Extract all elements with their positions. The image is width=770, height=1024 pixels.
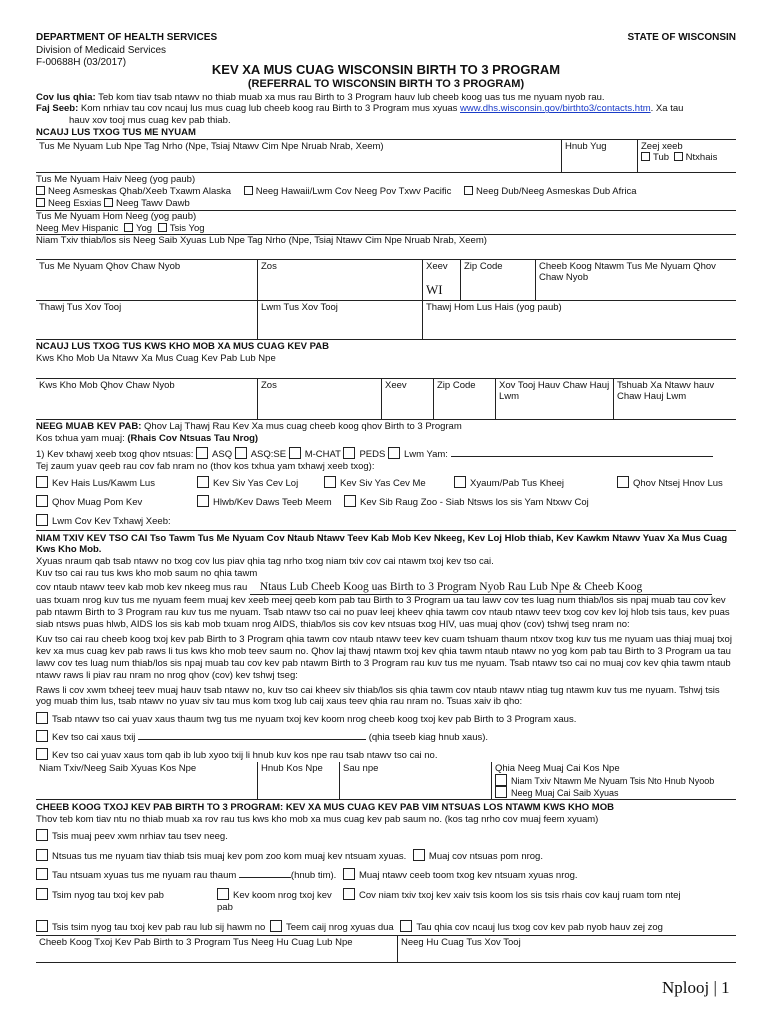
page-number: Nplooj | 1 [662,978,730,997]
followup-label: Teem caij nrog xyuas dua [285,922,394,933]
signer-relation-field [492,762,736,799]
race-option-label: Neeg Dub/Neeg Asmeskas Dub Africa [476,185,637,197]
followup-checkbox[interactable] [36,868,48,880]
referrer-section-title: NCAUJ LUS TXOG TUS KWS KHO MOB XA MUS CUAG KEV PAB [36,341,329,353]
child-address-label: Tus Me Nyuam Qhov Chaw Nyob [39,261,181,273]
hispanic-no-checkbox[interactable] [158,223,167,232]
race-label: Tus Me Nyuam Haiv Neeg (yog paub) [36,174,196,185]
child-state-value: WI [426,282,443,298]
consent-paragraph-2a: Kuv tso cai rau tus kws kho mob saum no qhia tawm [36,568,258,580]
printed-name-label: Sau npe [343,762,379,774]
referrer-address-label: Kws Kho Mob Qhov Chaw Nyob [39,380,175,392]
concern-label: Hlwb/Kev Daws Teeb Meem [213,496,332,508]
need-sub-label: Kos txhua yam muaj: [36,433,125,445]
consent-paragraph-2b-text: cov ntaub ntawv teev kab mob kev nkeeg mus rau [36,582,248,593]
dob-label: Hnub Yug [565,141,607,152]
referrer-zip-label: Zip Code [437,380,476,392]
concern-line: Tej zaum yuav qeeb rau cov fab nram no (thov kos txhua yam txhawj xeeb txog): [36,460,375,472]
followup-label: (hnub tim). [290,870,337,882]
note-text-3: hauv xov tooj mus cuag kev pab thiab. [69,115,231,127]
child-county-label: Cheeb Koog Ntawm Tus Me Nyuam Qhov Chaw Nyob [539,261,716,284]
concern-checkbox[interactable] [36,514,48,526]
concern-row-3 [36,514,736,530]
consent-paragraph-1: Xyuas nraum qab tsab ntawv no txog cov lus piav qhia tag nrho txog niam txiv cov cai ntawm txoj kev tso cai. [36,556,494,568]
followup-label: Ntsuas tus me nyuam tiav thiab tsis muaj kev pom zoo kom muaj kev ntsuam xyuas. [52,850,407,862]
followup-label: Cov niam txiv txoj kev xaiv tsis koom los sis tsis rhais cov kauj ruam tom ntej [359,890,681,902]
form-page [36,32,736,963]
relation-guardian-checkbox[interactable] [495,786,507,798]
screening-checkbox[interactable] [388,447,400,459]
alt-phone-field[interactable] [258,301,423,339]
followup-checkbox[interactable] [343,868,355,880]
end-date-input[interactable] [138,730,366,740]
language-label: Thawj Hom Lus Hais (yog paub) [426,302,562,314]
race-options-row1 [36,186,736,198]
division-name: Division of Medicaid Services [36,44,167,56]
child-address-field[interactable] [36,260,258,300]
sex-female-label: Ntxhais [685,152,718,163]
note [36,103,736,115]
concern-checkbox[interactable] [617,476,629,488]
referrer-address-row [36,378,736,420]
concern-label: Kev Siv Yas Cev Me [340,477,426,489]
relation-parent-label: Niam Txiv Ntawm Me Nyuam Tsis Nto Hnub Nyoob [511,775,715,786]
followup-label: Kev koom nrog txoj kev pab [217,890,332,914]
followup-checkbox[interactable] [270,920,282,932]
followup-checkbox[interactable] [36,849,48,861]
contacts-link[interactable]: www.dhs.wisconsin.gov/birthto3/contacts.htm [460,103,651,115]
concern-checkbox[interactable] [197,495,209,507]
concern-checkbox[interactable] [36,476,48,488]
race-checkbox[interactable] [104,198,113,207]
child-section-title: NCAUJ LUS TXOG TUS ME NYUAM [36,127,196,139]
note-label: Faj Seeb: [36,103,79,115]
hispanic-no-label: Tsis Yog [169,222,205,234]
concern-label: Kev Siv Yas Cev Loj [213,477,299,489]
need-text: Qhov Laj Thawj Rau Kev Xa mus cuag cheeb koog qhov Birth to 3 Program [144,421,462,433]
relation-parent-checkbox[interactable] [495,774,507,786]
screening-checkbox[interactable] [289,447,301,459]
followup-intro: Thov teb kom tiav ntu no thiab muab xa rov rau tus kws kho mob xa mus cuag kev pab saum no. (kos tag nrho cov muaj feem xyuam) [36,813,599,825]
program-contact-row [36,935,736,963]
race-checkbox[interactable] [464,186,473,195]
followup-label: Tsis tsim nyog tau txoj kev pab rau lub sij hawm no [52,922,266,933]
followup-title: CHEEB KOOG TXOJ KEV PAB BIRTH TO 3 PROGRAM: KEV XA MUS CUAG KEV PAB VIM NTSUAS LOS NTAWM KWS KHO MOB [36,801,614,813]
parent-name-label: Niam Txiv thiab/los sis Neeg Saib Xyuas Lub Npe Tag Nrho (Npe, Tsiaj Ntawv Cim Npe Nruab Nrab, Xeem) [36,235,487,247]
evaluation-date-input[interactable] [239,868,291,878]
signature-date-label: Hnub Kos Npe [261,762,323,774]
race-checkbox[interactable] [244,186,253,195]
note-text-2: . Xa tau [650,103,684,115]
concern-label: Kev Sib Raug Zoo - Siab Ntsws los sis Yam Ntxwv Coj [360,496,589,508]
child-zip-field[interactable] [461,260,536,300]
printed-name-field[interactable] [340,762,492,799]
followup-checkbox[interactable] [217,888,229,900]
signature-row [36,762,736,800]
followup-label: Tsis muaj peev xwm nrhiav tau tsev neeg. [52,830,228,842]
screening-option: M-CHAT [304,449,341,460]
form-title: KEV XA MUS CUAG WISCONSIN BIRTH TO 3 PROGRAM [211,61,561,77]
concern-checkbox[interactable] [324,476,336,488]
signature-field[interactable] [36,762,258,799]
need-sub-bold: (Rhais Cov Ntsuas Tau Nrog) [127,433,259,445]
child-county-field[interactable] [536,260,736,300]
followup-row-2 [36,849,736,863]
consent-option-checkbox[interactable] [36,730,48,742]
program-contact-label: Cheeb Koog Txoj Kev Pab Birth to 3 Program Tus Neeg Hu Cuag Lub Npe [39,936,353,948]
race-checkbox[interactable] [36,198,45,207]
referrer-fax-label: Tshuab Xa Ntawv hauv Chaw Hauj Lwm [617,380,715,403]
sex-field [638,140,736,172]
followup-checkbox[interactable] [36,829,48,841]
ethnicity-label: Tus Me Nyuam Hom Neeg (yog paub) [36,210,197,222]
note-text: Kom nrhiav tau cov ncauj lus mus cuag lub cheeb koog rau Birth to 3 Program mus xyuas [80,103,458,115]
child-city-label: Zos [261,261,277,273]
screening-checkbox[interactable] [343,447,355,459]
hispanic-yes-checkbox[interactable] [124,223,133,232]
followup-checkbox[interactable] [36,920,48,932]
sex-male-label: Tub [653,152,670,163]
concern-checkbox[interactable] [197,476,209,488]
referrer-zip-field[interactable] [434,379,496,419]
followup-row-5 [36,920,736,934]
race-option-label: Neeg Asmeskas Qhab/Xeeb Txawm Alaska [48,185,232,197]
signer-relation-label: Qhia Neeg Muaj Cai Kos Npe [495,762,620,774]
concern-checkbox[interactable] [344,495,356,507]
hispanic-yes-label: Yog [136,222,153,234]
form-subtitle: (REFERRAL TO WISCONSIN BIRTH TO 3 PROGRAM) [247,77,525,90]
screening-option: ASQ [212,449,233,460]
child-name-field[interactable] [36,140,562,172]
form-number: F-00688H (03/2017) [36,57,127,68]
sex-label: Zeej xeeb [641,141,683,152]
program-contact-phone-field[interactable] [398,936,736,962]
referrer-state-field[interactable] [382,379,434,419]
referrer-phone-field[interactable] [496,379,614,419]
primary-phone-label: Thawj Tus Xov Tooj [39,302,122,314]
alt-phone-label: Lwm Tus Xov Tooj [261,302,338,314]
program-contact-field[interactable] [36,936,398,962]
screening-option: Lwm Yam: [403,449,448,460]
followup-label: Tau qhia cov ncauj lus txog cov kev pab nyob hauv zej zog [416,922,663,933]
concern-label: Kev Hais Lus/Kawm Lus [52,477,155,489]
consent-paragraph-5: Raws li cov xwm txheej teev muaj hauv tsab ntawv no, kuv tso cai kheev siv thiab/los sis qhia tawm cov ntaub ntawv ntiag tug ntawm kuv tus me nyuam. Tshwj tsis yog muab thim lus, tsab ntawv no yuav siv tau mus kom txog lub caij xaus teev qhia rau nram no. Tsuas xaiv ib qho: [36,684,720,708]
followup-label: Muaj cov ntsuas pom nrog. [428,850,543,862]
referrer-name-field[interactable] [36,353,736,378]
program-name-input[interactable]: Ntaus Lub Cheeb Koog uas Birth to 3 Program Nyob Rau Lub Npe & Cheeb Koog [250,580,712,595]
consent-paragraph-3: uas txuam nrog kuv tus me nyuam feem muaj kev xeeb meej qeeb kom pab tau Birth to 3 Program ua tau lawv cov tes luag num thiab/los sis npaj muab tau cov kev pab ntawm Birth to 3 Program rau kuv tus me nyuam. Tsab ntawv tso cai no puav leej kheev qhia tawm cov ntaub ntawv teev txog cov kev loj hlob tsis taus, kev puas siab ntsws puas hlwb, AIDS los sis kab mob txuam nrog AIDS, thiab/los sis cov kev ntsuas txog HIV, uas muaj qhov (cov) tshwj tseg nram no: [36,595,730,631]
concern-label: Qhov Ntsej Hnov Lus [633,477,723,489]
concern-checkbox[interactable] [36,495,48,507]
child-name-row [36,139,736,173]
child-address-row [36,259,736,301]
hispanic-row [36,223,736,235]
concern-row-1 [36,476,736,490]
program-contact-phone-label: Neeg Hu Cuag Tus Xov Tooj [401,936,521,948]
need-label: NEEG MUAB KEV PAB: [36,421,142,433]
race-option-label: Neeg Tawv Dawb [115,197,190,209]
department-name: DEPARTMENT OF HEALTH SERVICES [36,32,218,43]
sex-female-checkbox[interactable] [674,152,683,161]
consent-option-label: Kev tso cai xaus txij [52,732,136,744]
followup-checkbox[interactable] [36,888,48,900]
screening-row [36,447,736,461]
followup-row-3 [36,868,736,882]
followup-checkbox[interactable] [400,920,412,932]
followup-checkbox[interactable] [413,849,425,861]
child-zip-label: Zip Code [464,261,503,273]
screening-checkbox[interactable] [196,447,208,459]
followup-label: Tau ntsuam xyuas tus me nyuam rau thaum [52,870,237,882]
race-option-label: Neeg Esxias [48,197,102,209]
consent-option-checkbox[interactable] [36,712,48,724]
concern-label: Xyaum/Pab Tus Kheej [470,477,564,489]
instructions-text: Teb kom tiav tsab ntawv no thiab muab xa mus rau Birth to 3 Program hauv lub cheeb koog uas tus me nyuam nyob rau. [98,91,605,103]
consent-option-3 [36,748,736,762]
other-screening-input[interactable] [451,447,713,457]
consent-option-label: Tsab ntawv tso cai yuav xaus thaum twg tus me nyuam txoj kev koom nrog cheeb koog txoj kev pab Birth to 3 Program xaus. [52,714,577,726]
language-field[interactable] [423,301,736,339]
screening-prefix: 1) Kev txhawj xeeb txog qhov ntsuas: [36,449,194,460]
consent-option-1 [36,712,736,726]
child-phone-row [36,301,736,340]
race-options-row2 [36,198,736,210]
consent-option-label-end: (qhia tseeb kiag hnub xaus). [368,732,489,744]
sex-male-checkbox[interactable] [641,152,650,161]
referrer-name-label: Kws Kho Mob Ua Ntawv Xa Mus Cuag Kev Pab Lub Npe [36,353,276,365]
concern-label: Qhov Muag Pom Kev [52,496,143,508]
signature-date-field[interactable] [258,762,340,799]
hispanic-label: Neeg Mev Hispanic [36,222,119,234]
screening-option: PEDS [359,449,386,460]
consent-option-label: Kev tso cai yuav xaus tom qab ib lub xyoo txij li hnub kuv kos npe rau tsab ntawv tso cai no. [52,750,438,761]
instructions [36,92,736,104]
referrer-city-field[interactable] [258,379,382,419]
state-name: STATE OF WISCONSIN [627,32,736,43]
child-city-field[interactable] [258,260,423,300]
race-option-label: Neeg Hawaii/Lwm Cov Neeg Pov Txwv Pacific [255,185,452,197]
child-state-label: Xeev [426,261,448,273]
referrer-fax-field[interactable] [614,379,736,419]
followup-checkbox[interactable] [343,888,355,900]
referrer-state-label: Xeev [385,380,407,392]
signature-label: Niam Txiv/Neeg Saib Xyuas Kos Npe [39,762,197,774]
concern-row-2 [36,495,736,509]
referrer-address-field[interactable] [36,379,258,419]
followup-row-4 [36,888,736,914]
need-subheading [36,433,736,445]
child-name-label: Tus Me Nyuam Lub Npe Tag Nrho (Npe, Tsiaj Ntawv Cim Npe Nruab Nrab, Xeem) [39,141,384,152]
screening-option: ASQ:SE [250,449,287,460]
referrer-city-label: Zos [261,380,277,392]
consent-paragraph-4: Kuv tso cai rau cheeb koog txoj kev pab Birth to 3 Program qhia tawm cov ntaub ntawv teev kev cuam tshuam thaum ntxov txog kuv tus me nyuam uas thiaj muaj txoj kev xa mus cuag kev pab raws li tus kws kho mob teev saum no. Qhov laj thawj ntawm txoj kev qhia tawm ntaub ntawv no yog kom pab tau Birth to 3 Program ua tau lawv cov tes luag num thiab/los sis npaj muab tau cov kev pab ntawm Birth to 3 Program rau kuv tus me nyuam. Tsab ntawv tso cai no muaj cov kev qhia tawm ntaub ntawv raws li piav rau nram no nrog qhov (cov) kev tshwj tseg: [36,634,732,681]
instructions-label: Cov lus qhia: [36,91,96,103]
primary-phone-field[interactable] [36,301,258,339]
need-heading [36,421,736,433]
consent-title: NIAM TXIV KEV TSO CAI Tso Tawm Tus Me Nyuam Cov Ntaub Ntawv Teev Kab Mob Kev Nkeeg, Kev Loj Hlob thiab, Kev Kawkm Ntawv Yuav Xa Mus Cuag Kws Kho Mob. [36,532,728,556]
consent-option-2 [36,730,736,744]
child-state-field[interactable] [423,260,461,300]
concern-checkbox[interactable] [454,476,466,488]
consent-paragraph-2b [36,580,736,595]
referrer-phone-label: Xov Tooj Hauv Chaw Hauj Lwm [499,380,610,403]
screening-checkbox[interactable] [235,447,247,459]
consent-option-checkbox[interactable] [36,748,48,760]
dob-field[interactable] [562,140,638,172]
followup-label: Tsim nyog tau txoj kev pab [52,890,164,902]
concern-label: Lwm Cov Kev Txhawj Xeeb: [52,515,171,527]
followup-row-1 [36,829,736,843]
relation-guardian-label: Neeg Muaj Cai Saib Xyuas [511,787,619,798]
race-checkbox[interactable] [36,186,45,195]
parent-name-field[interactable] [36,235,736,259]
followup-label: Muaj ntawv ceeb toom txog kev ntsuam xyuas nrog. [358,870,578,882]
